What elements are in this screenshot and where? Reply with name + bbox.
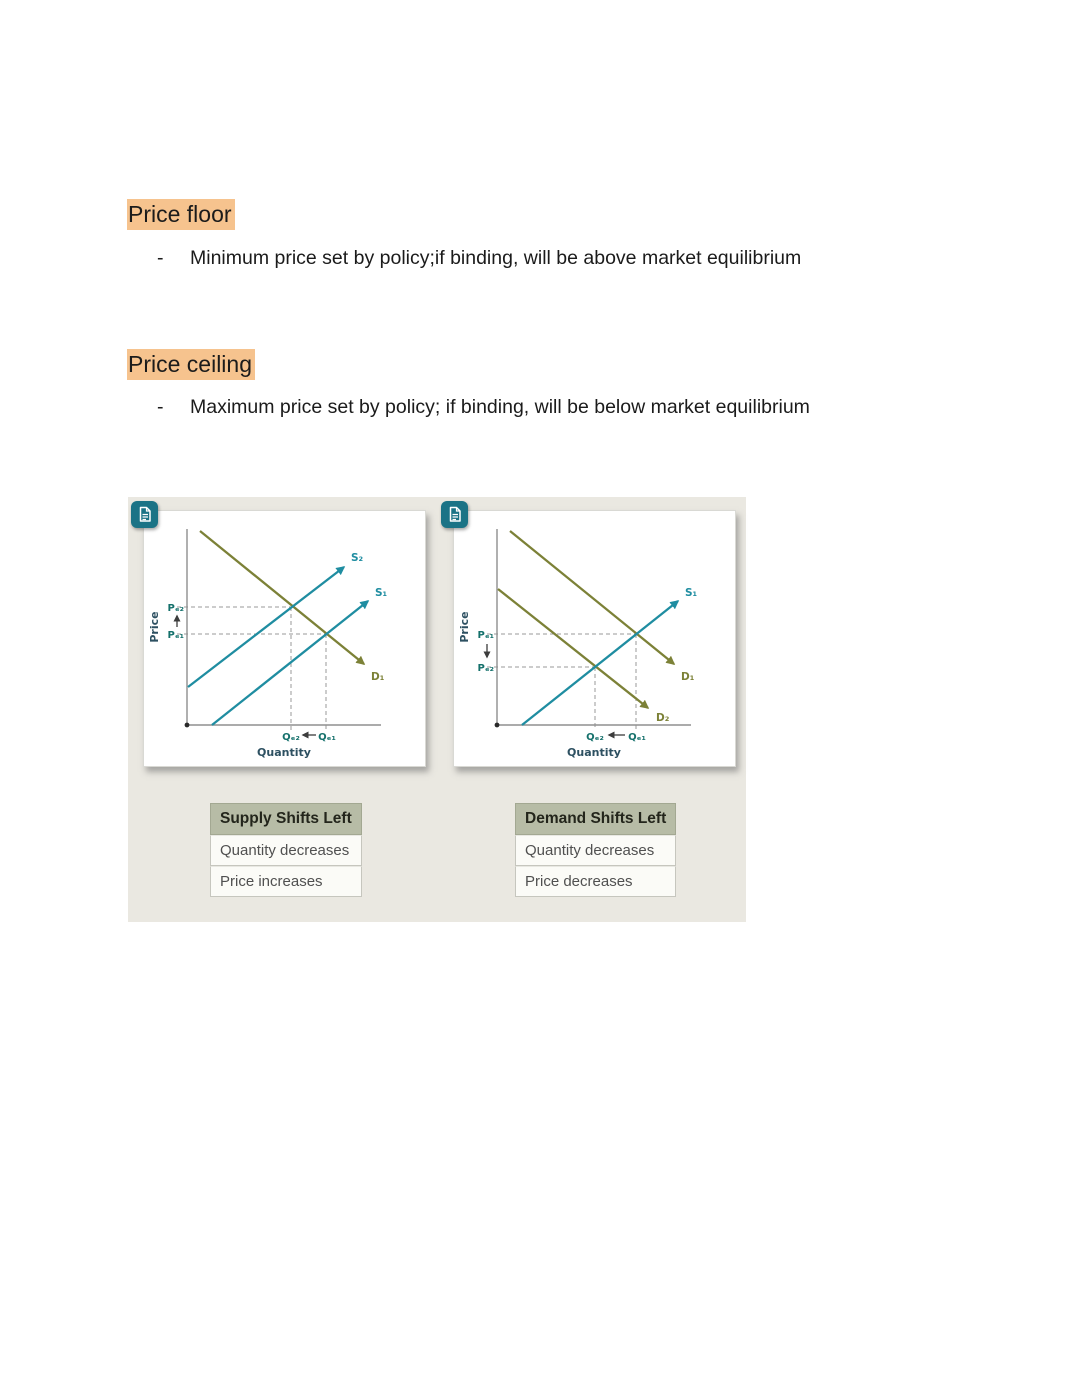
table-row: Price decreases — [515, 866, 676, 897]
demand-shift-chart[interactable] — [453, 510, 736, 767]
table-row: Quantity decreases — [210, 835, 362, 866]
bullet-item — [157, 389, 812, 425]
demand-curve-d1 — [200, 531, 364, 664]
label-p-high: Pₑ₂ — [167, 603, 184, 614]
label-p-high: Pₑ₁ — [477, 630, 494, 641]
supply-curve-s1 — [212, 601, 368, 725]
demand-curve-d1 — [510, 531, 674, 664]
label-q-right: Qₑ₁ — [628, 732, 646, 743]
label-d1: D₁ — [681, 671, 695, 683]
label-s2: S₂ — [351, 552, 364, 564]
quantity-axis-label: Quantity — [567, 746, 621, 759]
label-p-low: Pₑ₂ — [477, 663, 494, 674]
document-icon-glyph — [441, 501, 468, 528]
bullet-text: Maximum price set by policy; if binding, will be below market equilibrium — [190, 396, 810, 418]
demand-shift-table — [515, 803, 676, 897]
origin-dot — [495, 723, 500, 728]
label-q-right: Qₑ₁ — [318, 732, 336, 743]
supply-shift-chart[interactable] — [143, 510, 426, 767]
quantity-axis-label: Quantity — [257, 746, 311, 759]
document-icon-glyph — [131, 501, 158, 528]
supply-curve-s1 — [522, 601, 678, 725]
label-q-left: Qₑ₂ — [586, 732, 604, 743]
supply-shift-chart-svg — [144, 511, 425, 766]
bullet-item — [157, 240, 812, 276]
table-header: Demand Shifts Left — [515, 803, 676, 835]
figure-container — [128, 497, 746, 922]
table-row: Price increases — [210, 866, 362, 897]
label-p-low: Pₑ₁ — [167, 630, 184, 641]
origin-dot — [185, 723, 190, 728]
axes — [497, 529, 691, 725]
label-s1: S₁ — [685, 587, 698, 599]
table-header: Supply Shifts Left — [210, 803, 362, 835]
highlighted-heading-text: Price ceiling — [127, 349, 255, 380]
section-heading-price-ceiling — [127, 349, 255, 379]
demand-curve-d2 — [498, 589, 648, 708]
price-axis-label: Price — [458, 611, 471, 643]
document-icon[interactable] — [441, 501, 468, 528]
document-icon[interactable] — [131, 501, 158, 528]
label-s1: S₁ — [375, 587, 388, 599]
label-d1: D₁ — [371, 671, 385, 683]
price-axis-label: Price — [148, 611, 161, 643]
label-q-left: Qₑ₂ — [282, 732, 300, 743]
table-row: Quantity decreases — [515, 835, 676, 866]
label-d2: D₂ — [656, 712, 670, 724]
demand-shift-chart-svg — [454, 511, 735, 766]
bullet-dash: - — [157, 247, 164, 269]
bullet-text: Minimum price set by policy;if binding, will be above market equilibrium — [190, 247, 802, 269]
section-heading-price-floor — [127, 199, 235, 229]
bullet-dash: - — [157, 396, 164, 418]
highlighted-heading-text: Price floor — [127, 199, 235, 230]
supply-shift-table — [210, 803, 362, 897]
dashed-guides — [177, 607, 326, 730]
